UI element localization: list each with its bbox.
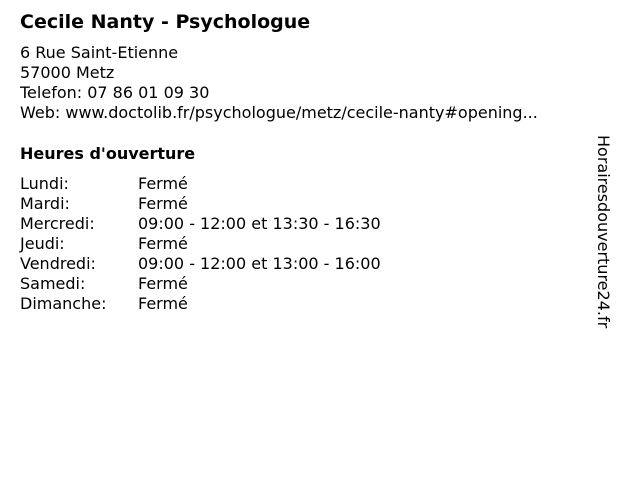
hours-row-sunday [20,294,381,314]
hours-row-thursday [20,234,381,254]
day-hours: 09:00 - 12:00 et 13:00 - 16:00 [138,254,381,273]
website-link[interactable]: Web: www.doctolib.fr/psychologue/metz/cecile-nanty#opening... [20,103,538,122]
hours-row-friday [20,254,381,274]
hours-row-saturday [20,274,381,294]
day-hours: Fermé [138,274,188,293]
contact-info [20,43,538,123]
site-watermark: Horairesdouverture24.fr [594,135,613,329]
day-label: Mardi: [20,194,70,213]
day-hours: Fermé [138,174,188,193]
city-address: 57000 Metz [20,63,115,82]
page-title: Cecile Nanty - Psychologue [20,11,311,33]
phone-number[interactable]: Telefon: 07 86 01 09 30 [20,83,210,102]
day-hours: 09:00 - 12:00 et 13:30 - 16:30 [138,214,381,233]
opening-hours-heading: Heures d'ouverture [20,144,196,163]
day-label: Jeudi: [20,234,65,253]
hours-row-wednesday [20,214,381,234]
day-label: Samedi: [20,274,86,293]
hours-row-monday [20,174,381,194]
day-hours: Fermé [138,234,188,253]
day-label: Lundi: [20,174,69,193]
opening-hours-list [20,174,381,314]
day-label: Dimanche: [20,294,107,313]
day-label: Mercredi: [20,214,95,233]
day-label: Vendredi: [20,254,96,273]
day-hours: Fermé [138,294,188,313]
day-hours: Fermé [138,194,188,213]
hours-row-tuesday [20,194,381,214]
street-address: 6 Rue Saint-Etienne [20,43,179,62]
